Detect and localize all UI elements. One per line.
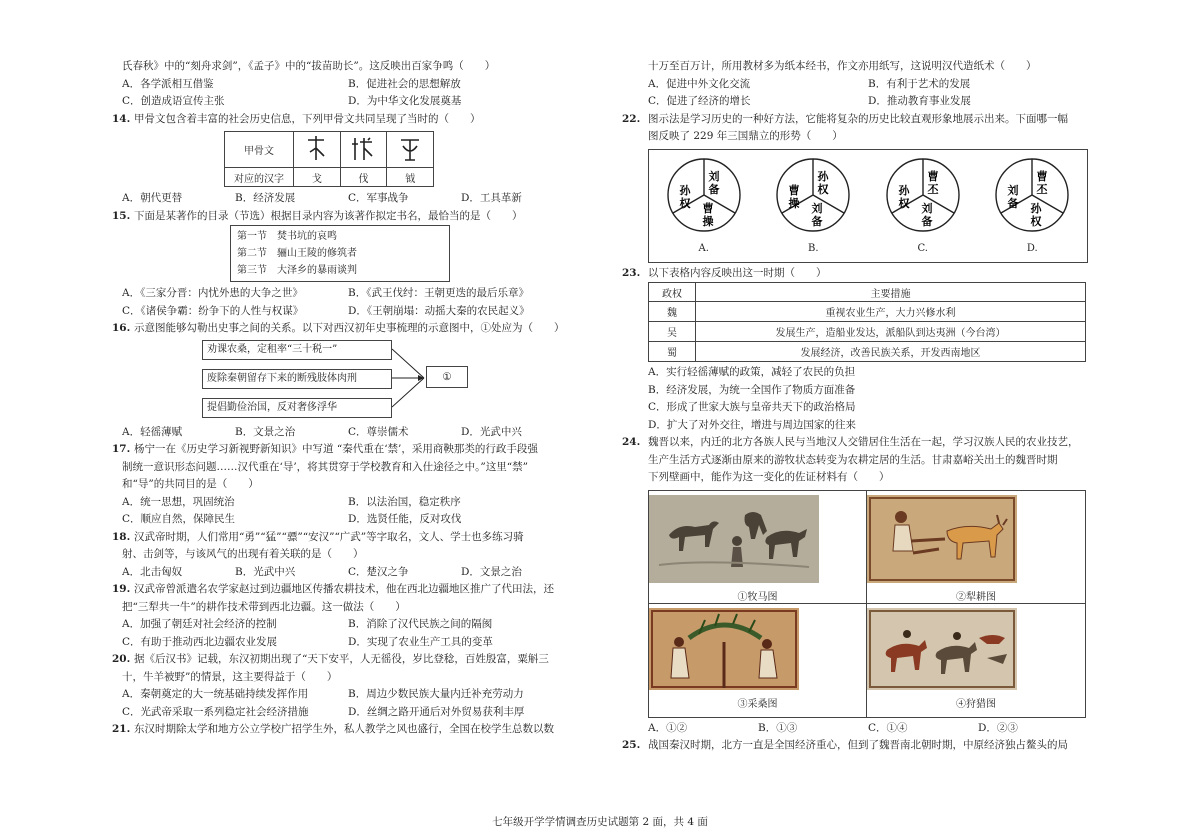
q19-text-1: 汉武帝曾派遣名农学家赵过到边疆地区传播农耕技术，他在西北边疆地区推广了代田法，还 — [134, 583, 554, 595]
oracle-glyph-ge — [294, 132, 341, 168]
q17-number: 17. — [112, 443, 131, 455]
q14-option-b[interactable]: B．经济发展 — [235, 192, 296, 204]
pie-a-right-2: 操 — [702, 214, 714, 228]
q19-options-row2 — [112, 634, 574, 652]
pie-option-d[interactable] — [978, 150, 1088, 262]
q14-stem: 甲骨文包含着丰富的社会历史信息，下列甲骨文共同呈现了当时的（ ） — [134, 112, 481, 125]
q16-target-box: ① — [426, 366, 468, 388]
q24-option-d[interactable]: D．②③ — [978, 721, 1018, 734]
q24-options — [648, 720, 1088, 738]
oracle-fa-icon — [350, 134, 376, 162]
pie-b-label: B. — [807, 242, 819, 254]
q16-box-1: 劝课农桑，定租率“三十税一” — [202, 340, 392, 360]
q24-line-1 — [622, 434, 1088, 452]
q14-oracle-table — [224, 131, 434, 187]
q24-line-2: 生产生活方式逐渐由原来的游牧状态转变为农耕定居的生活。甘肃嘉峪关出土的魏晋时期 — [648, 453, 1058, 466]
pie-b-top-1: 孙 — [817, 169, 829, 183]
q23-stem: 以下表格内容反映出这一时期（ ） — [648, 266, 827, 279]
pie-c-left-1: 孙 — [898, 183, 910, 197]
q15-option-c[interactable]: C．《诸侯争霸：纷争下的人性与权谋》 — [122, 304, 304, 317]
q17-option-a[interactable]: A．统一思想，巩固统治 — [122, 495, 235, 508]
oracle-ge-icon — [304, 134, 330, 162]
pie-c-right-2: 备 — [921, 214, 933, 228]
q23-row-wei-name: 魏 — [649, 302, 696, 322]
pie-a-left-1: 孙 — [679, 183, 691, 197]
q23-header-regime: 政权 — [649, 283, 696, 302]
pie-b-top-2: 权 — [817, 182, 829, 196]
pie-b-icon — [768, 150, 858, 240]
pie-b-right-2: 备 — [811, 214, 823, 228]
q14-number: 14. — [112, 112, 131, 125]
q14-char-fa: 伐 — [340, 168, 387, 187]
pie-a-top-2: 备 — [708, 182, 720, 196]
q17-options-row2 — [112, 511, 574, 529]
pie-option-a[interactable] — [649, 150, 759, 262]
q24-line-3: 下列壁画中，能作为这一变化的佐证材料有（ ） — [648, 471, 890, 483]
q25-line-1 — [622, 737, 1088, 755]
q14-option-a[interactable]: A．朝代更替 — [122, 192, 183, 204]
q21-option-a[interactable]: A．促进中外文化交流 — [648, 77, 751, 90]
picking-mulberry-mural-icon — [649, 608, 799, 690]
q18-number: 18. — [112, 530, 131, 543]
q15-options-row2 — [112, 303, 574, 321]
q20-options-row1 — [112, 686, 574, 704]
q19-option-b[interactable]: B．消除了汉代民族之间的隔阂 — [348, 618, 493, 630]
q16-diagram — [202, 338, 574, 424]
q23-row-wei-measure: 重视农业生产，大力兴修水利 — [696, 302, 1086, 322]
q23-table — [648, 282, 1086, 362]
q14-char-yue: 钺 — [387, 168, 434, 187]
pie-option-b[interactable] — [759, 150, 869, 262]
pie-d-label: D. — [1026, 242, 1038, 254]
q23-number: 23. — [622, 266, 641, 279]
q22-text-1: 图示法是学习历史的一种好方法，它能将复杂的历史比较直观形象地展示出来。下面哪一幅 — [648, 112, 1068, 125]
q16-box-2: 废除秦朝留存下来的断残肢体肉刑 — [202, 369, 392, 389]
pie-d-right-2: 权 — [1030, 214, 1042, 228]
mural-caption-1: ①牧马图 — [737, 591, 778, 603]
q21-option-d[interactable]: D．推动教育事业发展 — [868, 95, 971, 107]
pie-b-left-1: 曹 — [788, 183, 800, 197]
q19-option-c[interactable]: C．有助于推动西北边疆农业发展 — [122, 635, 278, 648]
q15-options-row1 — [112, 285, 574, 303]
q21-line-1 — [112, 721, 574, 739]
page-footer: 七年级开学学情调查历史试题第 2 面，共 4 面 — [492, 816, 708, 828]
q21-text-1: 东汉时期除太学和地方公立学校广招学生外，私人教学之风也盛行，全国在校学生总数以数 — [134, 723, 554, 735]
q18-option-a[interactable]: A．北击匈奴 — [122, 565, 183, 578]
pie-b-right-1: 刘 — [811, 201, 823, 215]
q21-options-row2 — [648, 93, 1088, 111]
q15-option-d[interactable]: D．《王朝崩塌：动摇大秦的农民起义》 — [348, 304, 530, 317]
pie-a-right-1: 曹 — [702, 201, 714, 215]
q19-option-d[interactable]: D．实现了农业生产工具的变革 — [348, 635, 493, 648]
pie-c-top-2: 丕 — [927, 182, 939, 196]
q16-box-3: 提倡勤俭治国，反对奢侈浮华 — [202, 398, 392, 418]
q24-mural-grid — [648, 490, 1086, 718]
q23-row-wu-name: 吴 — [649, 322, 696, 342]
q21-option-b[interactable]: B．有利于艺术的发展 — [868, 77, 971, 90]
pie-c-label: C. — [917, 242, 928, 254]
mural-caption-4: ④狩猎图 — [956, 698, 996, 710]
q16-option-c[interactable]: C．尊崇儒术 — [348, 425, 409, 438]
q20-option-b[interactable]: B．周边少数民族大量内迁补充劳动力 — [348, 688, 524, 700]
q25-number: 25. — [622, 739, 641, 751]
q21-options-row1 — [648, 76, 1088, 94]
q19-option-a[interactable]: A．加强了朝廷对社会经济的控制 — [122, 618, 277, 630]
q22-line-2: 图反映了 229 年三国鼎立的形势（ ） — [648, 130, 843, 142]
mural-cell-3 — [649, 604, 867, 717]
pie-c-icon — [878, 150, 968, 240]
q16-number: 16. — [112, 322, 131, 334]
pie-a-top-1: 刘 — [708, 169, 720, 183]
q15-toc-item-2: 第二节 骊山王陵的修筑者 — [237, 248, 357, 259]
pie-option-c[interactable] — [868, 150, 978, 262]
q23-header-measures: 主要措施 — [696, 283, 1086, 302]
q14-char-ge: 戈 — [294, 168, 341, 187]
pie-d-top-1: 曹 — [1036, 169, 1048, 183]
q17-options-row1 — [112, 494, 574, 512]
oracle-glyph-yue — [387, 132, 434, 168]
q20-number: 20. — [112, 653, 131, 665]
q19-options-row1 — [112, 616, 574, 634]
mural-cell-2 — [867, 491, 1085, 604]
q17-option-c[interactable]: C．顺应自然，保障民生 — [122, 513, 236, 525]
q20-option-a[interactable]: A．秦朝奠定的大一统基础持续发挥作用 — [122, 688, 309, 700]
pie-c-right-1: 刘 — [921, 201, 933, 215]
q23-option-b[interactable]: B．经济发展，为统一全国作了物质方面准备 — [648, 383, 856, 396]
q20-line-1 — [112, 651, 574, 669]
q17-line-2: 制统一意识形态问题……汉代重在‘导’，将其贯穿于学校教育和入仕途径之中。”这里“禁” — [122, 460, 529, 473]
q24-option-b[interactable]: B．①③ — [758, 721, 798, 734]
q23-option-d[interactable]: D．扩大了对外交往，增进与周边国家的往来 — [648, 418, 856, 431]
q16-option-d[interactable]: D．光武中兴 — [461, 425, 522, 438]
mural-cell-1 — [649, 491, 867, 604]
mural-cell-4 — [867, 604, 1085, 717]
oracle-glyph-fa — [340, 132, 387, 168]
pie-a-icon — [659, 150, 749, 240]
q23-row-shu-name: 蜀 — [649, 342, 696, 362]
q14-row1-label: 甲骨文 — [225, 132, 294, 168]
q15-stem-line — [112, 208, 574, 226]
q25-text-1: 战国秦汉时期，北方一直是全国经济重心，但到了魏晋南北朝时期，中原经济独占鳌头的局 — [648, 739, 1068, 751]
q18-line-2: 射、击剑等，与该风气的出现有着关联的是（ ） — [122, 548, 364, 560]
q15-stem: 下面是某著作的目录（节选）根据目录内容为该著作拟定书名，最恰当的是（ ） — [134, 209, 523, 222]
left-column — [112, 58, 574, 739]
q22-pie-panel — [648, 149, 1088, 263]
oracle-yue-icon — [397, 134, 423, 162]
q21-stem-cont: 十万至百万计，所用教材多为纸本经书，作文亦用纸写，这说明汉代造纸术（ ） — [648, 60, 1037, 72]
q15-toc-item-3: 第三节 大泽乡的暴雨谈判 — [237, 265, 357, 276]
q19-line-2: 把“三犁共一牛”的耕作技术带到西北边疆。这一做法（ ） — [122, 600, 406, 613]
pie-d-right-1: 孙 — [1030, 201, 1042, 215]
q13-option-b[interactable]: B．促进社会的思想解放 — [348, 77, 461, 90]
pie-b-left-2: 操 — [788, 196, 800, 210]
q23-option-c[interactable]: C．形成了世家大族与皇帝共天下的政治格局 — [648, 401, 856, 413]
q17-line-3: 和“导”的共同目的是（ ） — [122, 478, 259, 490]
q18-options — [112, 564, 574, 582]
mural-caption-2: ②犁耕图 — [956, 591, 996, 603]
pie-a-label: A. — [698, 242, 709, 254]
q18-text-1: 汉武帝时期，人们常用“勇”“猛”“骠”“安汉”“广武”等字取名，文人、学士也多练习骑 — [134, 530, 524, 543]
q13-stem: 氏春秋》中的“刻舟求剑”，《孟子》中的“拔苗助长”。这反映出百家争鸣（ ） — [122, 60, 496, 72]
q13-options-row1 — [112, 76, 574, 94]
q17-line-1 — [112, 441, 574, 459]
right-column — [622, 58, 1088, 755]
q24-number: 24. — [622, 436, 641, 448]
pie-c-top-1: 曹 — [927, 169, 939, 183]
q13-option-d[interactable]: D．为中华文化发展奠基 — [348, 95, 462, 107]
q14-row2-label: 对应的汉字 — [225, 168, 294, 187]
q22-line-1 — [622, 111, 1088, 129]
q19-line-1 — [112, 581, 574, 599]
q20-line-2: 十，牛羊被野”的情景，这主要得益于（ ） — [122, 670, 338, 683]
q16-options — [112, 424, 574, 442]
plowing-mural-icon — [867, 495, 1017, 583]
pie-d-left-2: 备 — [1007, 196, 1019, 210]
q23-option-a[interactable]: A．实行轻徭薄赋的政策，减轻了农民的负担 — [648, 366, 856, 378]
q17-option-d[interactable]: D．选贤任能，反对攻伐 — [348, 513, 462, 525]
q16-stem-line — [112, 320, 574, 338]
q15-option-b[interactable]: B．《武王伐纣：王朝更迭的最后乐章》 — [348, 287, 529, 299]
mural-caption-3: ③采桑图 — [737, 698, 778, 710]
pie-d-left-1: 刘 — [1007, 183, 1019, 197]
q18-option-b[interactable]: B．光武中兴 — [235, 565, 296, 578]
q16-option-b[interactable]: B．文景之治 — [235, 425, 296, 438]
q18-option-d[interactable]: D．文景之治 — [461, 565, 522, 578]
pie-a-left-2: 权 — [679, 196, 691, 210]
q23-stem-line — [622, 265, 1088, 283]
q20-option-c[interactable]: C．光武帝采取一系列稳定社会经济措施 — [122, 705, 309, 718]
pie-d-icon — [987, 150, 1077, 240]
q16-option-a[interactable]: A．轻徭薄赋 — [122, 425, 183, 438]
q24-option-a[interactable]: A．①② — [648, 721, 688, 734]
q24-option-c[interactable]: C．①④ — [868, 721, 908, 734]
q21-number: 21. — [112, 723, 131, 735]
q15-toc-box — [230, 225, 450, 282]
herding-horses-mural-icon — [649, 495, 819, 583]
q14-options — [112, 190, 574, 208]
q15-option-a[interactable]: A．《三家分晋：内忧外患的大争之世》 — [122, 287, 303, 299]
q24-text-1: 魏晋以来，内迁的北方各族人民与当地汉人交错居住生活在一起，学习汉族人民的农业技艺， — [648, 436, 1079, 448]
q13-options-row2 — [112, 93, 574, 111]
q15-number: 15. — [112, 209, 131, 222]
q15-toc-item-1: 第一节 焚书坑的哀鸣 — [237, 231, 337, 242]
q21-option-c[interactable]: C．促进了经济的增长 — [648, 95, 751, 107]
q19-number: 19. — [112, 583, 131, 595]
q23-row-wu-measure: 发展生产，造船业发达，派船队到达夷洲（今台湾） — [696, 322, 1086, 342]
q17-text-1: 杨宁一在《历史学习新视野新知识》中写道 “秦代重在‘禁’，采用商鞅那类的行政手段强 — [134, 443, 538, 455]
q20-text-1: 据《后汉书》记载，东汉初期出现了“天下安平，人无徭役，岁比登稔，百姓殷富，粟斛三 — [134, 653, 549, 665]
q16-stem: 示意图能够勾勒出史事之间的关系。以下对西汉初年史事梳理的示意图中，①处应为（ ） — [134, 322, 565, 334]
q13-option-a[interactable]: A．各学派相互借鉴 — [122, 77, 214, 90]
q18-line-1 — [112, 529, 574, 547]
pie-d-top-2: 丕 — [1036, 182, 1048, 196]
q18-option-c[interactable]: C．楚汉之争 — [348, 565, 409, 578]
q20-options-row2 — [112, 704, 574, 722]
q23-row-shu-measure: 发展经济，改善民族关系，开发西南地区 — [696, 342, 1086, 362]
q14-option-c[interactable]: C．军事战争 — [348, 192, 409, 204]
hunting-mural-icon — [867, 608, 1017, 690]
q20-option-d[interactable]: D．丝绸之路开通后对外贸易获利丰厚 — [348, 705, 525, 718]
q13-option-c[interactable]: C．创造成语宣传主张 — [122, 95, 225, 107]
pie-c-left-2: 权 — [898, 196, 910, 210]
q17-option-b[interactable]: B．以法治国，稳定秩序 — [348, 495, 461, 508]
q14-stem-line — [112, 111, 574, 129]
q22-number: 22. — [622, 112, 641, 125]
q14-option-d[interactable]: D．工具革新 — [461, 192, 522, 204]
